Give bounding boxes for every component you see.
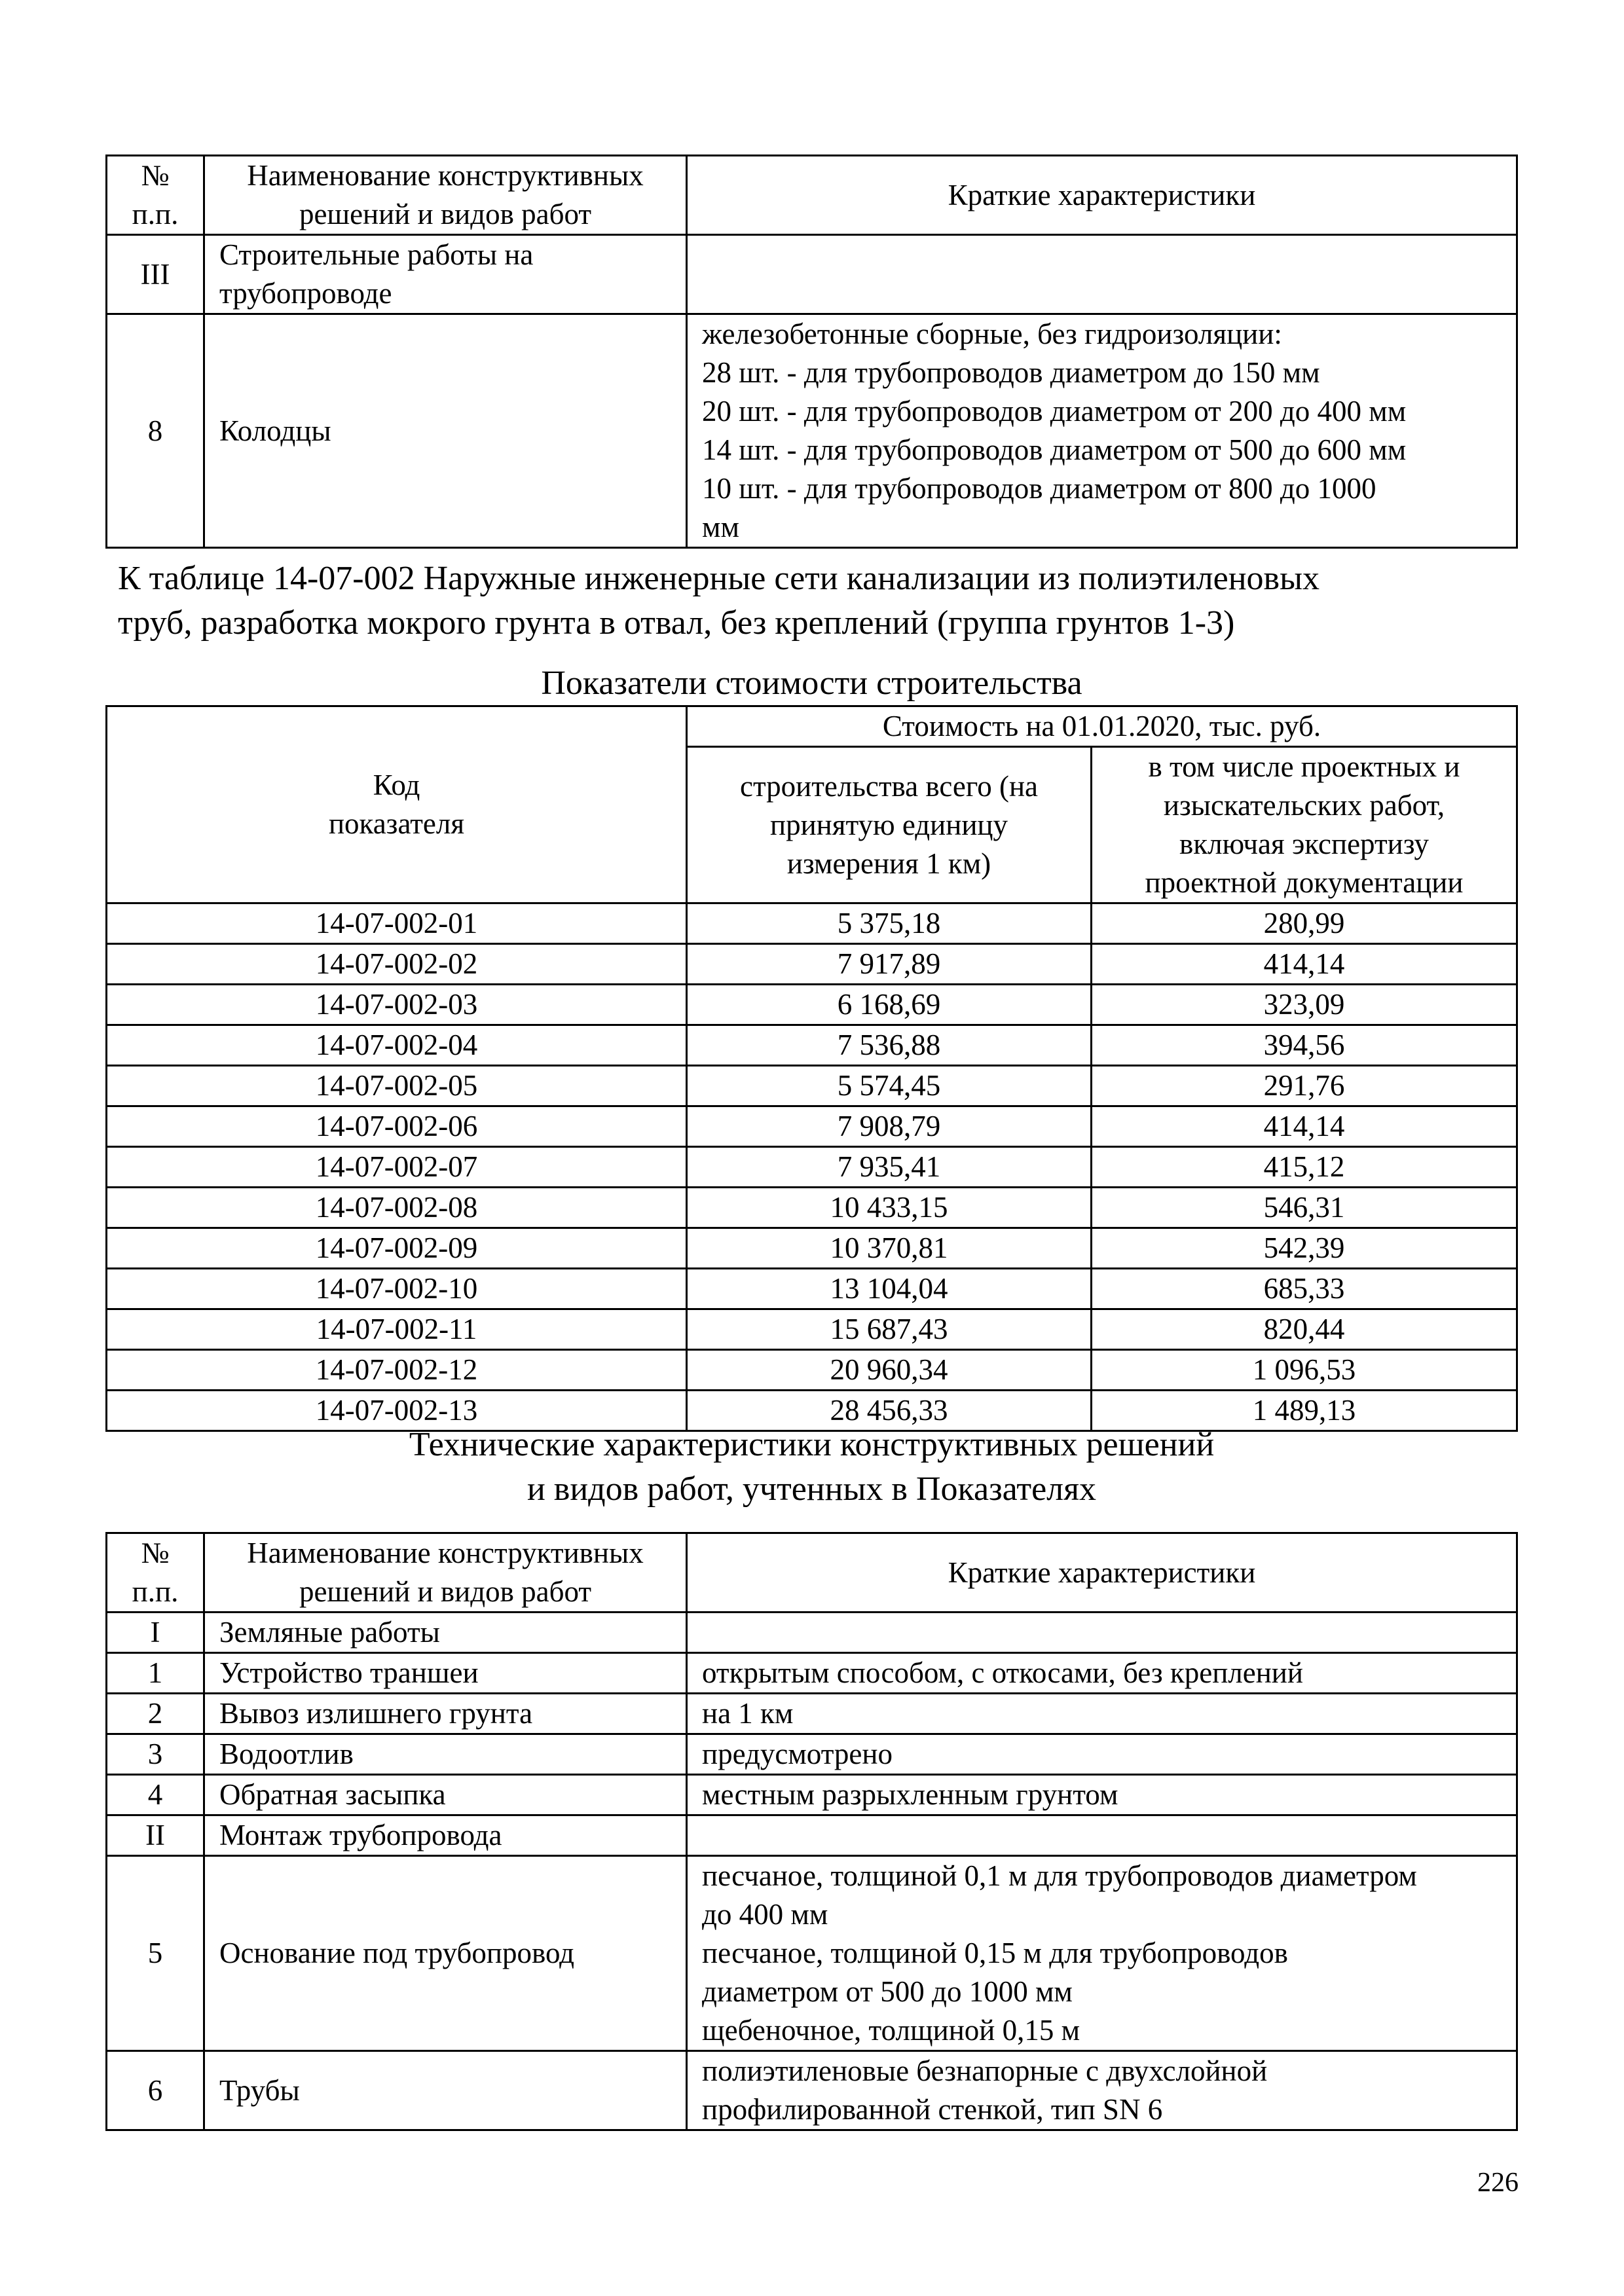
col-header-code: Код показателя: [107, 706, 687, 903]
cell-design: 542,39: [1092, 1228, 1517, 1269]
table-row: [107, 985, 1517, 1025]
row-desc: железобетонные сборные, без гидроизоляции: 28 шт. - для трубопроводов диаметром до 150 мм 20 шт. - для трубопроводов диаметром от 200 до 400 мм 14 шт. - для трубопроводов диаметром от 500 до 600 мм 10 шт. - для трубопроводов диаметром от 800 до 1000 мм: [687, 314, 1517, 548]
table-row: [107, 1653, 1517, 1694]
tech-characteristics-table: [105, 1532, 1518, 2131]
table-row: [107, 1856, 1517, 2051]
row-name: Строительные работы на трубопроводе: [204, 235, 687, 314]
cell-code: 14-07-002-06: [107, 1106, 687, 1147]
cell-code: 14-07-002-12: [107, 1350, 687, 1391]
table-row: [107, 1025, 1517, 1066]
row-name: Земляные работы: [204, 1613, 687, 1653]
cell-design: 414,14: [1092, 944, 1517, 985]
table-row: [107, 235, 1517, 314]
row-desc: [687, 235, 1517, 314]
cell-design: 546,31: [1092, 1188, 1517, 1228]
table-row: [107, 1815, 1517, 1856]
col-header-num: № п.п.: [107, 156, 204, 235]
col-header-name: Наименование конструктивных решений и видов работ: [204, 1533, 687, 1613]
cell-code: 14-07-002-09: [107, 1228, 687, 1269]
cell-code: 14-07-002-02: [107, 944, 687, 985]
cell-total: 5 375,18: [687, 903, 1092, 944]
row-num: 8: [107, 314, 204, 548]
cell-total: 7 908,79: [687, 1106, 1092, 1147]
col-header-total: строительства всего (на принятую единицу измерения 1 км): [687, 747, 1092, 903]
cell-total: 10 433,15: [687, 1188, 1092, 1228]
table-header-row: [107, 1533, 1517, 1613]
row-num: 3: [107, 1734, 204, 1775]
cell-design: 1 489,13: [1092, 1391, 1517, 1431]
row-name: Основание под трубопровод: [204, 1856, 687, 2051]
table-row: [107, 1309, 1517, 1350]
cell-code: 14-07-002-08: [107, 1188, 687, 1228]
col-header-design: в том числе проектных и изыскательских работ, включая экспертизу проектной документации: [1092, 747, 1517, 903]
row-name: Трубы: [204, 2051, 687, 2130]
table-row: [107, 1734, 1517, 1775]
cell-design: 323,09: [1092, 985, 1517, 1025]
table-header-row: [107, 156, 1517, 235]
table-row: [107, 1613, 1517, 1653]
table-row: [107, 2051, 1517, 2130]
row-desc: песчаное, толщиной 0,1 м для трубопроводов диаметром до 400 мм песчаное, толщиной 0,15 м для трубопроводов диаметром от 500 до 1000 мм щебеночное, толщиной 0,15 м: [687, 1856, 1517, 2051]
row-name: Монтаж трубопровода: [204, 1815, 687, 1856]
cell-total: 7 917,89: [687, 944, 1092, 985]
row-name: Водоотлив: [204, 1734, 687, 1775]
col-header-desc: Краткие характеристики: [687, 156, 1517, 235]
row-name: Обратная засыпка: [204, 1775, 687, 1815]
row-num: 5: [107, 1856, 204, 2051]
cell-code: 14-07-002-04: [107, 1025, 687, 1066]
table-header-row: [107, 706, 1517, 747]
cell-design: 1 096,53: [1092, 1350, 1517, 1391]
col-header-name: Наименование конструктивных решений и видов работ: [204, 156, 687, 235]
cell-code: 14-07-002-01: [107, 903, 687, 944]
cell-design: 414,14: [1092, 1106, 1517, 1147]
row-desc: открытым способом, с откосами, без креплений: [687, 1653, 1517, 1694]
cell-code: 14-07-002-13: [107, 1391, 687, 1431]
row-num: 1: [107, 1653, 204, 1694]
table-row: [107, 1188, 1517, 1228]
row-desc: на 1 км: [687, 1694, 1517, 1734]
cell-design: 394,56: [1092, 1025, 1517, 1066]
row-num: III: [107, 235, 204, 314]
cell-total: 10 370,81: [687, 1228, 1092, 1269]
cell-total: 28 456,33: [687, 1391, 1092, 1431]
row-num: 6: [107, 2051, 204, 2130]
cell-design: 291,76: [1092, 1066, 1517, 1106]
table-row: [107, 1350, 1517, 1391]
table-row: [107, 1066, 1517, 1106]
cell-total: 6 168,69: [687, 985, 1092, 1025]
cell-code: 14-07-002-05: [107, 1066, 687, 1106]
cell-total: 20 960,34: [687, 1350, 1092, 1391]
row-num: I: [107, 1613, 204, 1653]
row-num: 4: [107, 1775, 204, 1815]
row-num: II: [107, 1815, 204, 1856]
page-number: 226: [1477, 2168, 1519, 2198]
row-name: Вывоз излишнего грунта: [204, 1694, 687, 1734]
cell-total: 15 687,43: [687, 1309, 1092, 1350]
section-title: К таблице 14-07-002 Наружные инженерные сети канализации из полиэтиленовых труб, разработка мокрого грунта в отвал, без креплений (группа грунтов 1-3): [118, 560, 1320, 642]
cell-design: 685,33: [1092, 1269, 1517, 1309]
row-desc: [687, 1815, 1517, 1856]
table-row: [107, 903, 1517, 944]
cell-code: 14-07-002-11: [107, 1309, 687, 1350]
top-characteristics-table: [105, 155, 1518, 549]
row-desc: местным разрыхленным грунтом: [687, 1775, 1517, 1815]
table-row: [107, 1694, 1517, 1734]
table-row: [107, 1106, 1517, 1147]
row-desc: [687, 1613, 1517, 1653]
col-header-desc: Краткие характеристики: [687, 1533, 1517, 1613]
col-header-num: № п.п.: [107, 1533, 204, 1613]
table-row: [107, 1775, 1517, 1815]
row-desc: полиэтиленовые безнапорные с двухслойной профилированной стенкой, тип SN 6: [687, 2051, 1517, 2130]
cell-total: 13 104,04: [687, 1269, 1092, 1309]
row-num: 2: [107, 1694, 204, 1734]
tech-table-title: Технические характеристики конструктивных решений и видов работ, учтенных в Показателях: [409, 1426, 1215, 1508]
cell-total: 7 935,41: [687, 1147, 1092, 1188]
cell-code: 14-07-002-07: [107, 1147, 687, 1188]
table-row: [107, 314, 1517, 548]
cost-indicators-table: [105, 705, 1518, 1432]
cell-design: 280,99: [1092, 903, 1517, 944]
row-name: Колодцы: [204, 314, 687, 548]
table-row: [107, 1228, 1517, 1269]
cost-table-title: Показатели стоимости строительства: [541, 665, 1082, 702]
cell-total: 7 536,88: [687, 1025, 1092, 1066]
table-row: [107, 1147, 1517, 1188]
cell-design: 820,44: [1092, 1309, 1517, 1350]
row-name: Устройство траншеи: [204, 1653, 687, 1694]
row-desc: предусмотрено: [687, 1734, 1517, 1775]
table-row: [107, 1269, 1517, 1309]
cell-total: 5 574,45: [687, 1066, 1092, 1106]
cell-code: 14-07-002-10: [107, 1269, 687, 1309]
col-header-group: Стоимость на 01.01.2020, тыс. руб.: [687, 706, 1517, 747]
table-row: [107, 944, 1517, 985]
cell-design: 415,12: [1092, 1147, 1517, 1188]
cell-code: 14-07-002-03: [107, 985, 687, 1025]
